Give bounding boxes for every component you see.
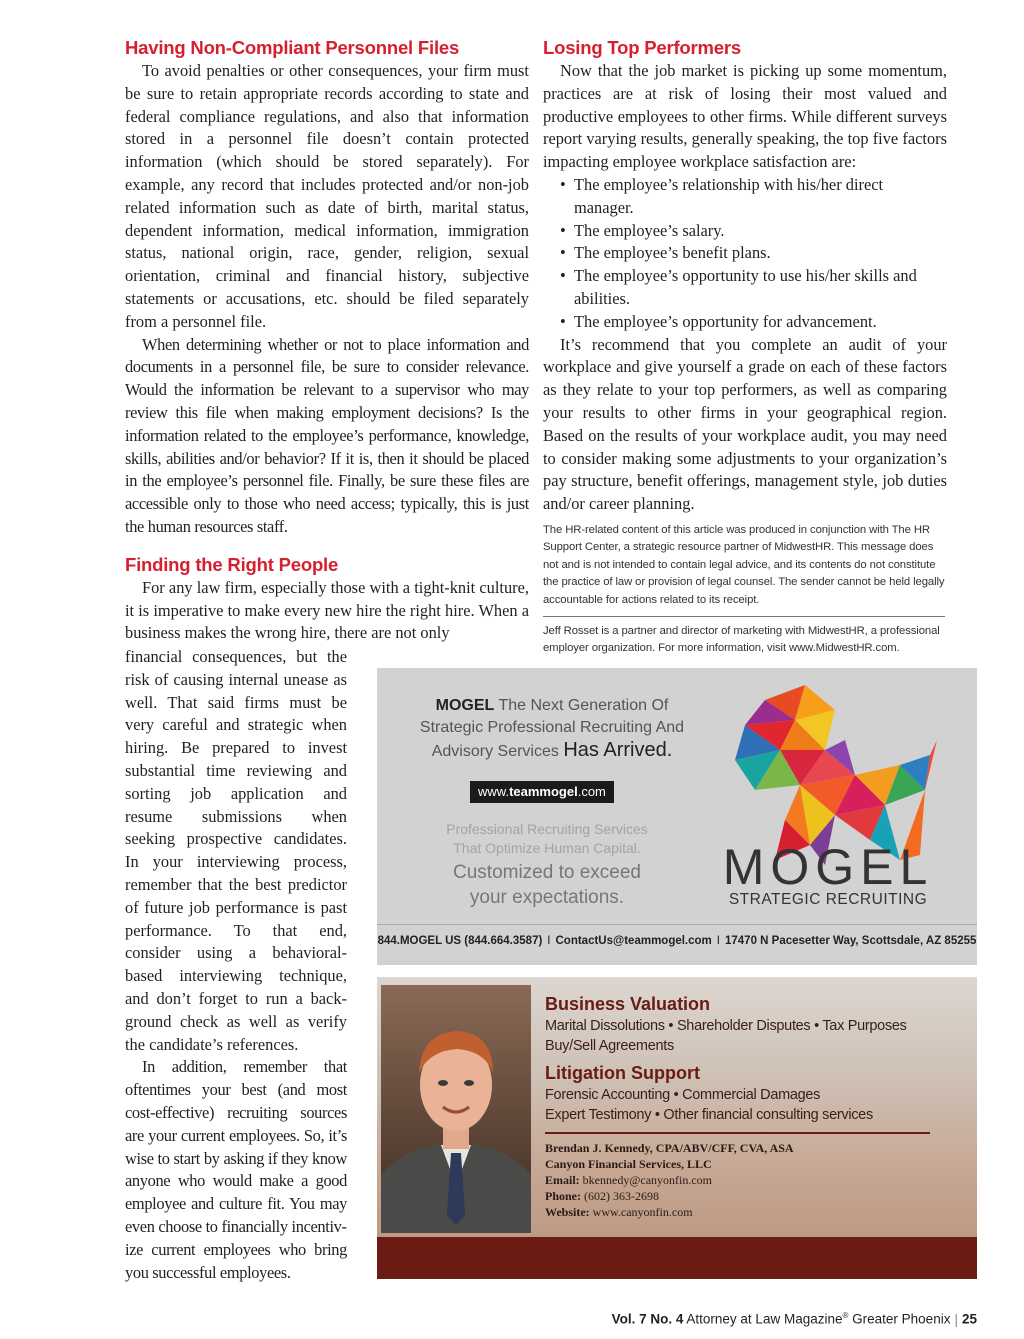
divider xyxy=(543,616,945,617)
right-column xyxy=(543,36,947,658)
contact-name: Brendan J. Kennedy, CPA/ABV/CFF, CVA, ASA xyxy=(545,1141,794,1155)
mogel-promise: Customized to exceed your expectations. xyxy=(453,862,641,908)
paragraph-audit: It’s recommend that you complete an audit of your workplace and give yourself a grade on each of these factors as they relate to your top performers, as well as comparing your results to other firms in your geographical region. Based on the results of your workplace audit, you may need to consider making some adjustments to your organization’s pay structure, benefit offerings, management style, job duties and/or career planning. xyxy=(543,334,947,514)
mogel-address: 17470 N Pacesetter Way, Scottsdale, AZ 85255 xyxy=(724,935,977,947)
portrait-photo xyxy=(381,985,531,1233)
mogel-logo-word: MOGEL xyxy=(722,839,934,895)
issue-volume: Vol. 7 No. 4 xyxy=(611,1311,684,1327)
list-item: • The employee’s opportunity for advancement. xyxy=(543,311,947,334)
paragraph-personnel-files: To avoid penalties or other consequences, your firm must be sure to retain appropriate records according to state and federal compliance regulations, and also that information stored in a personnel file doesn’t contain protected information (which should be stored separately). For example, any record that includes protected and/or non-job related information such as date of birth, marital status, dependent information, medical information, immigration status, national origin, race, gender, religion, sexual orientation, criminal and financial history, subjective statements or accusations, etc. should be filed separately from a personnel file. xyxy=(125,61,529,331)
magazine-name: Attorney at Law Magazine xyxy=(683,1311,843,1327)
left-column xyxy=(125,36,529,645)
contact-website[interactable]: Website: www.canyonfin.com xyxy=(545,1205,693,1219)
satisfaction-factors-list xyxy=(543,174,947,334)
contact-company: Canyon Financial Services, LLC xyxy=(545,1157,712,1171)
heading-finding-right-people: Finding the Right People xyxy=(125,553,339,575)
list-item: • The employee’s salary. xyxy=(543,220,947,243)
paragraph-referrals: In addition, remember that oftentimes your best (and most cost-effective) recruiting sources are your current employees. So, it’s wise to start by asking if they know anyone who would make a good employee and culture fit. You may even choose to financially incentivize current employees who bring you successful employees. xyxy=(125,1057,347,1282)
page-number: 25 xyxy=(961,1311,977,1327)
mogel-subtitle: Professional Recruiting Services That Optimize Human Capital. xyxy=(446,821,648,856)
left-column-narrow xyxy=(125,646,347,1284)
heading-litigation-support: Litigation Support xyxy=(545,1063,700,1083)
author-bio: Jeff Rosset is a partner and director of marketing with MidwestHR, a professional employer organization. For more information, visit www.MidwestHR.com. xyxy=(543,624,940,655)
contact-email[interactable]: Email: bkennedy@canyonfin.com xyxy=(545,1173,713,1187)
magazine-region: Greater Phoenix xyxy=(848,1311,951,1327)
mogel-email[interactable]: ContactUs@teammogel.com xyxy=(555,935,712,947)
heading-losing-top-performers: Losing Top Performers xyxy=(543,37,741,58)
canyon-ad-text: Business Valuation Marital Dissolutions • Shareholder Disputes • Tax Purposes Buy/Sell Agreements Litigation Support Forensic Accounting • Commercial Damages Expert Testimony • Other financial consulting services Brendan J. Kennedy, CPA/ABV/CFF, CVA, ASA Canyon Financial Services, LLC Email: bkennedy@canyonfin.com Phone: (602) 363-2698 Website: www.canyonfin.com xyxy=(545,992,965,1220)
page-footer: Vol. 7 No. 4 Attorney at Law Magazine® Greater Phoenix | 25 xyxy=(611,1311,977,1327)
paragraph-right-hire-cont: financial consequences, but the risk of causing internal unease as well. That said firms must be very careful and strategic when hiring. Be prepared to invest substantial time reviewing and sorting job application and resume submissions when seeking prospective candidates. In your interviewing process, remember that the best predictor of future job performance is past performance. To that end, consider using a behavioral-based interviewing technique, and don’t forget to run a background check as well as verify the candidate’s references. xyxy=(125,647,347,1054)
list-item: • The employee’s relationship with his/her direct manager. xyxy=(543,174,947,220)
mogel-brand-word: MOGEL xyxy=(435,697,495,714)
mogel-phone[interactable]: 844.MOGEL US (844.664.3587) xyxy=(377,935,543,947)
paragraph-relevance: When determining whether or not to place information and documents in a personnel file, be sure to consider relevance. Would the information be relevant to a supervisor who may review this file when making employment decisions? Is the information related to the employee’s performance, knowledge, skills, abilities and/or behavior? If it is, then it should be placed in the employee’s personnel file. Finally, be sure these files are accessible only to those who need access; typically, this is just the human resources staff. xyxy=(125,334,529,536)
list-item: • The employee’s benefit plans. xyxy=(543,242,947,265)
canyon-financial-advertisement xyxy=(377,977,977,1279)
heading-business-valuation: Business Valuation xyxy=(545,994,711,1014)
list-item: • The employee’s opportunity to use his/her skills and abilities. xyxy=(543,265,947,311)
mogel-advertisement xyxy=(377,668,977,965)
disclaimer: The HR-related content of this article was produced in conjunction with The HR Support Center, a strategic resource partner of MidwestHR. This message does not and is not intended to contain legal advice, and its contents do not constitute the practice of law or provision of legal counsel. The sender cannot be held legally accountable for actions related to its receipt. xyxy=(543,523,945,606)
mogel-tagline: MOGEL The Next Generation Of Strategic Professional Recruiting And Advisory Services Has Arrived. xyxy=(419,697,685,761)
divider xyxy=(545,1132,930,1134)
divider xyxy=(377,924,977,925)
mogel-website-link[interactable]: www.teammogel.com xyxy=(470,781,614,803)
heading-non-compliant-files: Having Non-Compliant Personnel Files xyxy=(125,37,460,58)
paragraph-right-hire-intro: For any law firm, especially those with a tight-knit culture, it is imperative to make every new hire the right hire. When a business makes the wrong hire, there are not only xyxy=(125,577,529,643)
mogel-contact-line: 844.MOGEL US (844.664.3587) I ContactUs@teammogel.com I 17470 N Pacesetter Way, Scottsdale, AZ 85255 xyxy=(377,935,977,947)
mogel-logo-subtitle: STRATEGIC RECRUITING xyxy=(728,891,928,908)
paragraph-job-market: Now that the job market is picking up some momentum, practices are at risk of losing their most valued and productive employees to other firms. While different surveys report varying results, generally speaking, the top five factors impacting employee workplace satisfaction are: xyxy=(543,61,947,172)
contact-phone[interactable]: Phone: (602) 363-2698 xyxy=(545,1189,659,1203)
